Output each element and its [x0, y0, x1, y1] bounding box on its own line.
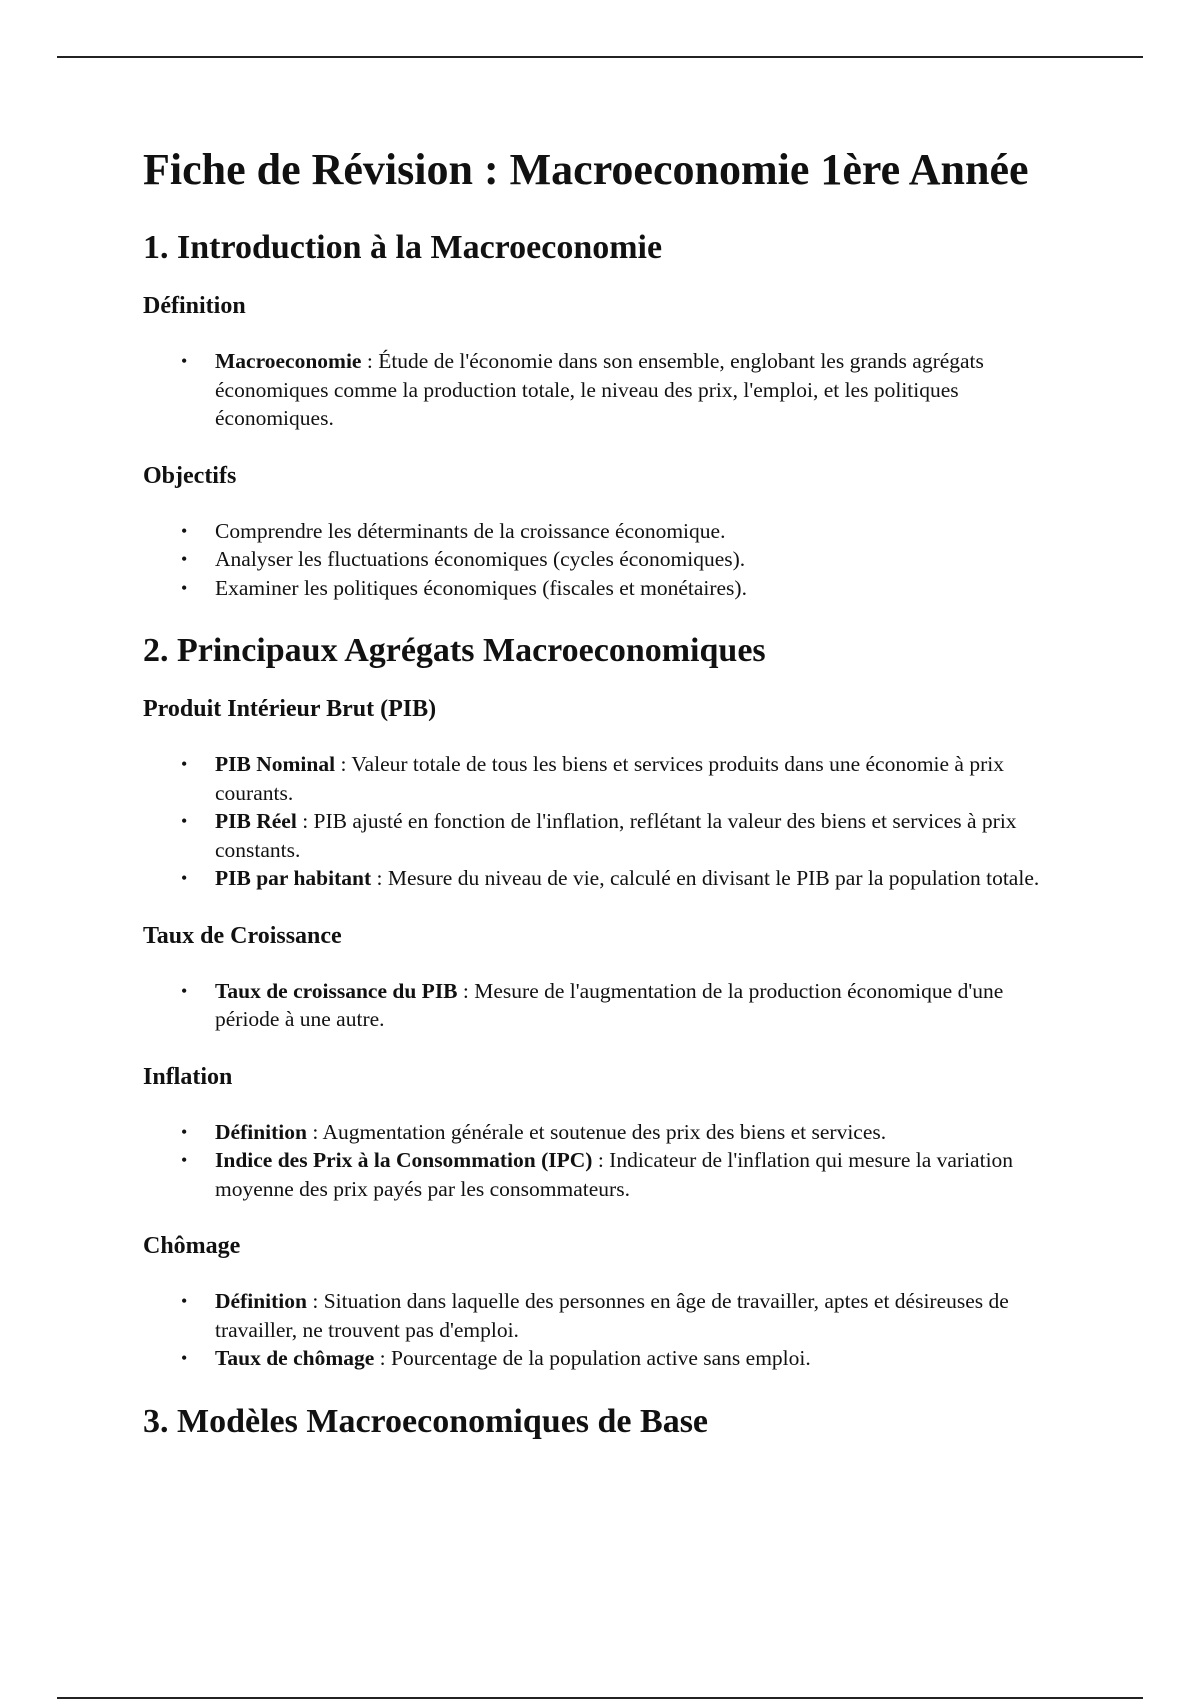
list-item [181, 347, 1058, 433]
item-term: Macroeconomie [215, 349, 362, 373]
bullet-icon: • [181, 754, 188, 774]
list-item [181, 574, 1058, 603]
list-item [181, 977, 1058, 1034]
list-item [181, 750, 1058, 807]
document-body [143, 142, 1058, 1465]
item-text: Étude de l'économie dans son ensemble, englobant les grands agrégats économiques comme la production totale, le niveau des prix, l'emploi, et les politiques économiques. [215, 349, 984, 430]
bullet-icon: • [181, 577, 188, 598]
bullet-icon: • [181, 1150, 188, 1170]
bullet-icon: • [181, 980, 188, 1001]
section-heading: 2. Principaux Agrégats Macroeconomiques [143, 632, 766, 669]
item-text: Mesure du niveau de vie, calculé en divisant le PIB par la population totale. [387, 866, 1040, 890]
list-item [181, 807, 1058, 864]
list-item [181, 1344, 1058, 1373]
list-item [181, 545, 1058, 574]
bullet-icon: • [181, 549, 188, 569]
list-item [181, 1287, 1058, 1344]
bullet-list [143, 1287, 1058, 1373]
item-separator: : [457, 978, 475, 1003]
item-text: Situation dans laquelle des personnes en âge de travailler, aptes et désireuses de travailler, ne trouvent pas d'emploi. [215, 1289, 1009, 1342]
bullet-icon: • [181, 351, 188, 371]
bottom-rule [57, 1697, 1143, 1699]
bullet-list [143, 517, 1058, 603]
item-separator: : [361, 349, 379, 373]
subsection-heading: Objectifs [143, 462, 237, 489]
subsection-heading: Produit Intérieur Brut (PIB) [143, 696, 437, 722]
subsection-heading: Définition [143, 293, 246, 319]
item-term: Taux de chômage [215, 1346, 375, 1370]
bullet-list [143, 750, 1058, 893]
item-text: Valeur totale de tous les biens et services produits dans une économie à prix courants. [215, 752, 1004, 805]
section-heading: 1. Introduction à la Macroeconomie [143, 229, 663, 266]
top-rule [57, 56, 1143, 58]
item-term: PIB Réel [215, 809, 297, 833]
item-term: PIB par habitant [215, 866, 372, 890]
bullet-list [143, 1118, 1058, 1204]
list-item [181, 1118, 1058, 1147]
item-separator: : [306, 1289, 324, 1313]
list-item [181, 864, 1058, 893]
item-term: Définition [215, 1119, 307, 1144]
item-text: Indicateur de l'inflation qui mesure la variation moyenne des prix payés par les consommateurs. [215, 1148, 1014, 1201]
item-term: Taux de croissance du PIB [215, 978, 458, 1003]
item-term: Définition [215, 1289, 307, 1313]
item-separator: : [374, 1346, 392, 1370]
subsection-heading: Taux de Croissance [143, 922, 342, 949]
bullet-icon: • [181, 1121, 188, 1142]
bullet-list [143, 347, 1058, 433]
item-separator: : [335, 752, 352, 776]
item-term: Indice des Prix à la Consommation (IPC) [215, 1148, 593, 1172]
bullet-icon: • [181, 520, 188, 541]
item-text: Comprendre les déterminants de la croissance économique. [215, 518, 726, 543]
section-heading: 3. Modèles Macroeconomiques de Base [143, 1402, 709, 1440]
list-item [181, 517, 1058, 546]
item-text: Analyser les fluctuations économiques (cycles économiques). [215, 547, 746, 571]
item-text: Examiner les politiques économiques (fiscales et monétaires). [215, 575, 747, 600]
page-title: Fiche de Révision : Macroeconomie 1ère Année [143, 145, 1029, 194]
bullet-icon: • [181, 868, 188, 888]
subsection-heading: Chômage [143, 1233, 241, 1259]
item-text: Augmentation générale et soutenue des prix des biens et services. [322, 1119, 887, 1144]
item-separator: : [371, 866, 388, 890]
item-text: PIB ajusté en fonction de l'inflation, reflétant la valeur des biens et services à prix constants. [215, 809, 1017, 862]
item-term: PIB Nominal [215, 752, 336, 776]
bullet-icon: • [181, 811, 188, 831]
bullet-icon: • [181, 1291, 188, 1311]
item-separator: : [306, 1119, 323, 1144]
item-separator: : [296, 809, 314, 833]
item-separator: : [592, 1148, 610, 1172]
item-text: Mesure de l'augmentation de la production économique d'une période à une autre. [215, 978, 1004, 1031]
subsection-heading: Inflation [143, 1063, 233, 1090]
bullet-list [143, 977, 1058, 1034]
list-item [181, 1146, 1058, 1203]
item-text: Pourcentage de la population active sans emploi. [391, 1346, 811, 1370]
bullet-icon: • [181, 1348, 188, 1368]
